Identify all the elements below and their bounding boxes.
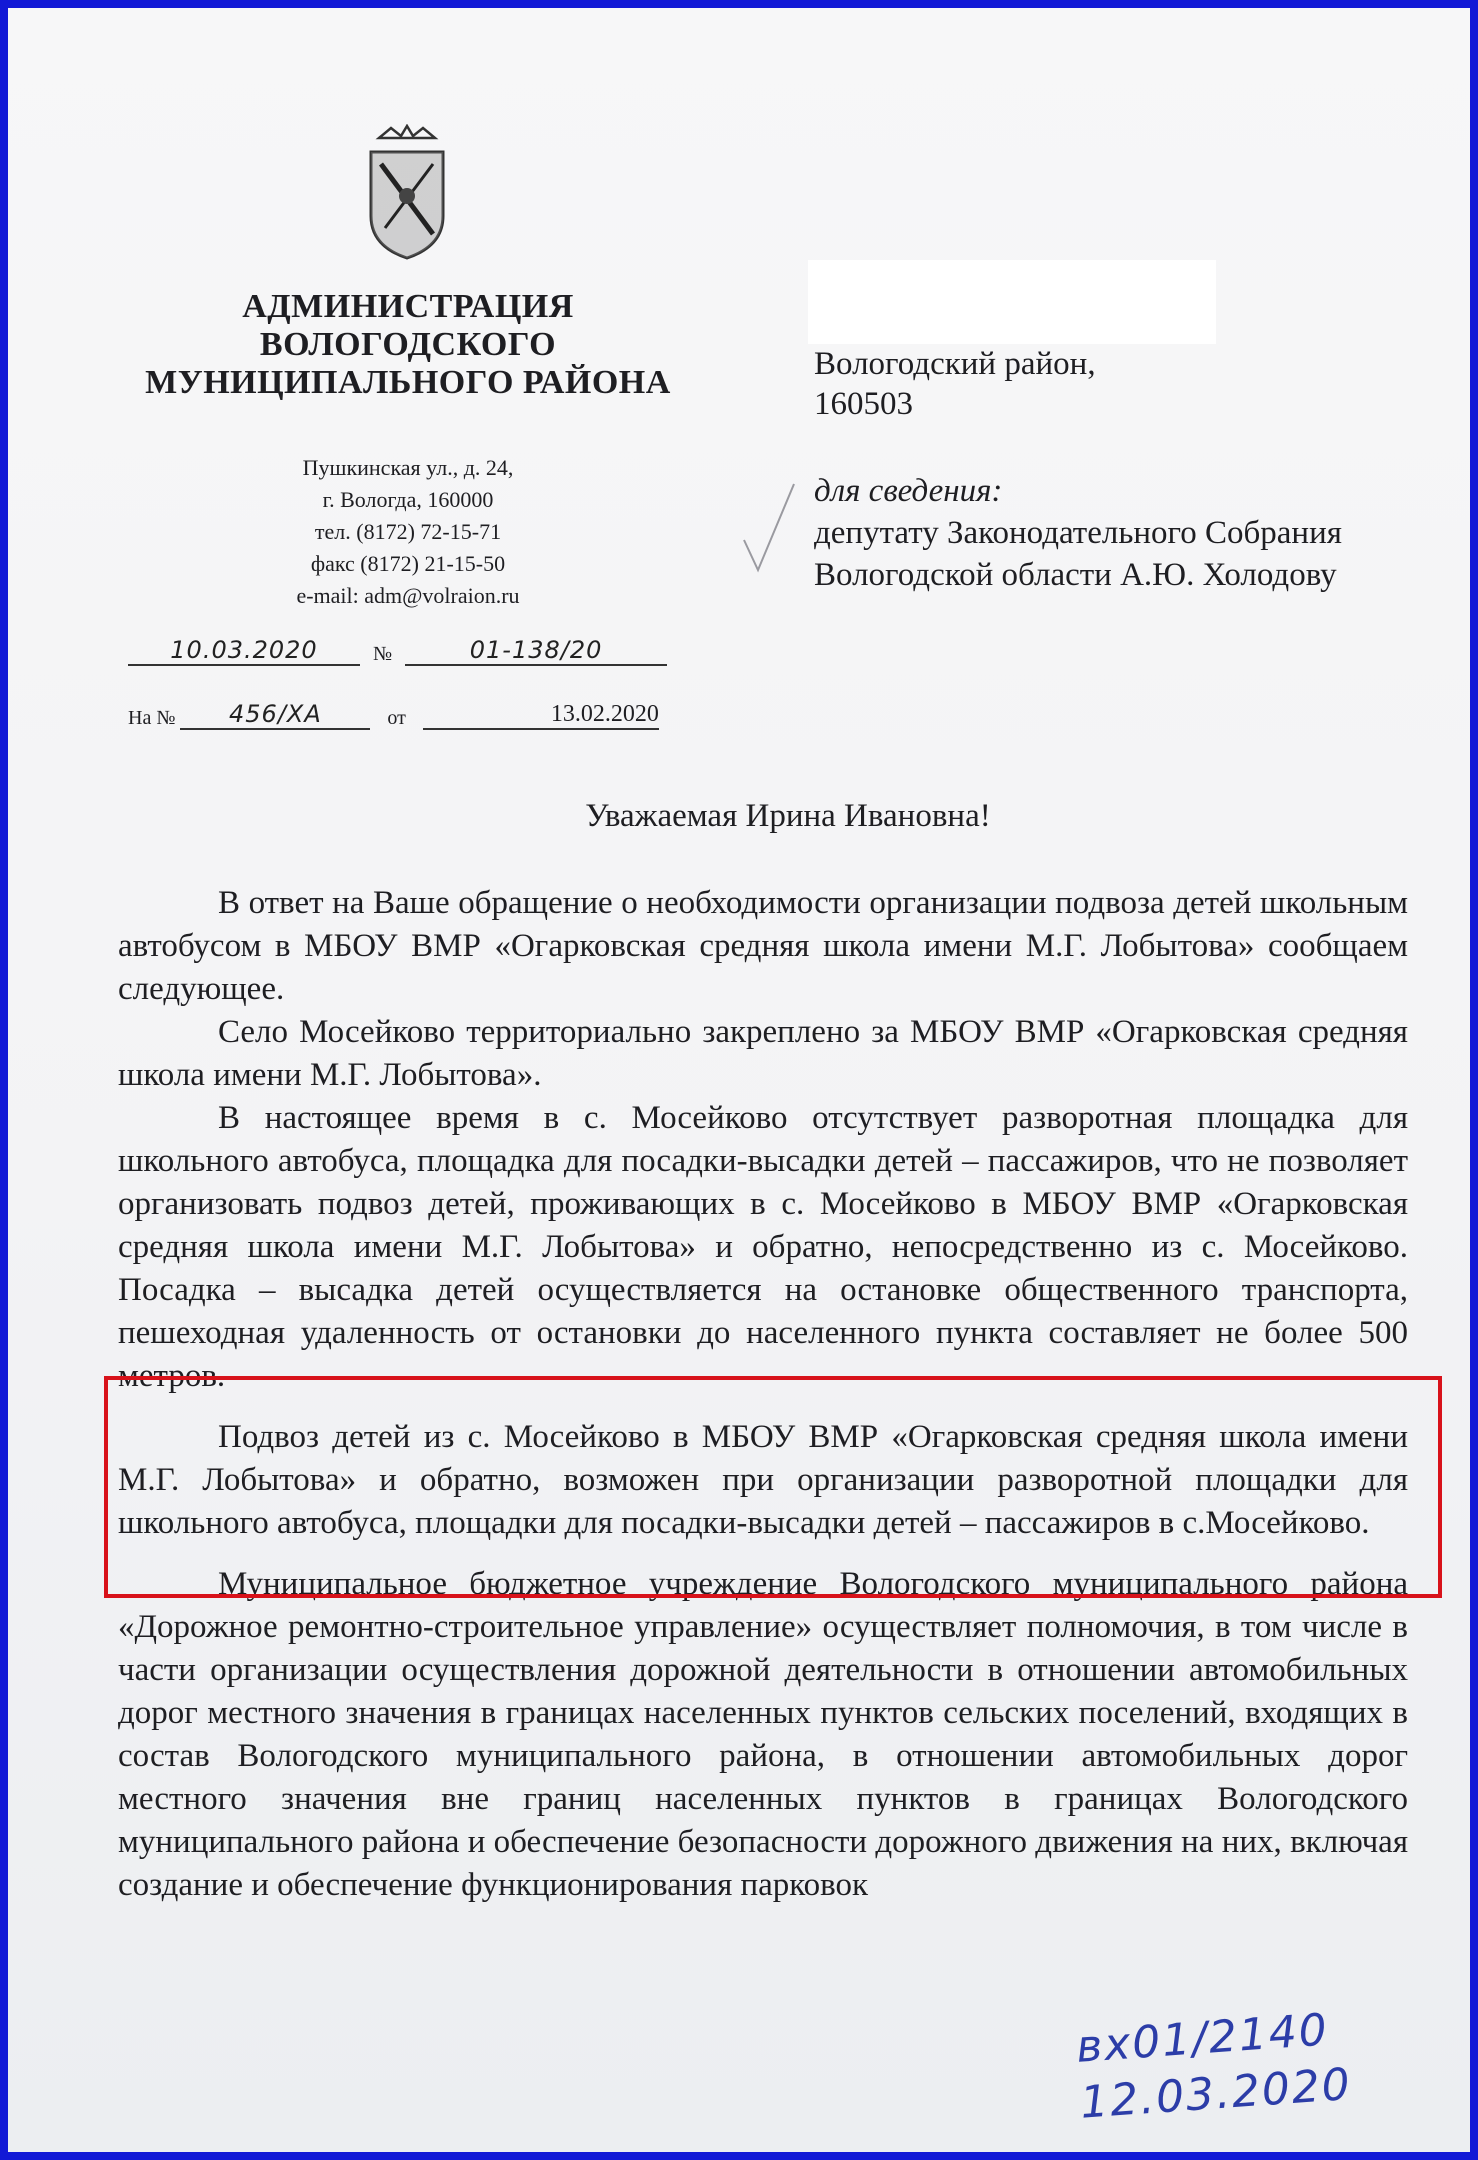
ref-number: 456/ХА bbox=[180, 700, 370, 730]
salutation: Уважаемая Ирина Ивановна! bbox=[585, 798, 991, 834]
org-line-1: АДМИНИСТРАЦИЯ bbox=[242, 288, 574, 325]
org-line-3: МУНИЦИПАЛЬНОГО РАЙОНА bbox=[145, 364, 671, 401]
recipient-line-1: Вологодский район, bbox=[814, 346, 1096, 382]
incoming-registration-note bbox=[1075, 1996, 1422, 2131]
paragraph-3: В настоящее время в с. Мосейково отсутствует разворотная площадка для школьного автобуса, площадка для посадки-высадки детей – пассажиров, что не позволяет организовать подвоз детей, проживающих в с. Мосейково в МБОУ ВМР «Огарковская средняя школа имени М.Г. Лобытова» и обратно, непосредственно из с. Мосейково. Посадка – высадка детей осуществляется на остановке общественного транспорта, пешеходная удаленность от остановки до населенного пункта составляет не более 500 метров. bbox=[118, 1100, 1408, 1394]
organization-contacts bbox=[228, 452, 588, 612]
email-line: e-mail: adm@volraion.ru bbox=[296, 583, 520, 608]
info-line-1: депутату Законодательного Собрания bbox=[814, 515, 1342, 551]
paragraph-2: Село Мосейково территориально закреплено за МБОУ ВМР «Огарковская средняя школа имени М.Г. Лобытова». bbox=[118, 1014, 1408, 1093]
number-sign: № bbox=[373, 643, 393, 665]
phone-line: тел. (8172) 72-15-71 bbox=[314, 519, 502, 544]
address-line: Пушкинская ул., д. 24, bbox=[302, 455, 514, 480]
recipient-address bbox=[814, 344, 1434, 424]
recipient-line-2: 160503 bbox=[814, 386, 913, 422]
outgoing-number: 01-138/20 bbox=[405, 636, 667, 666]
ref-date: 13.02.2020 bbox=[423, 701, 659, 730]
organization-name bbox=[128, 288, 688, 402]
paragraph-4-highlighted: Подвоз детей из с. Мосейково в МБОУ ВМР «Огарковская средняя школа имени М.Г. Лобытова» и обратно, возможен при организации разворотной площадки для школьного автобуса, площадки для посадки-высадки детей – пассажиров в с.Мосейково. bbox=[118, 1419, 1408, 1541]
city-line: г. Вологда, 160000 bbox=[322, 487, 494, 512]
redacted-recipient-name bbox=[808, 260, 1216, 344]
fax-line: факс (8172) 21-15-50 bbox=[310, 551, 506, 576]
incoming-date: 12.03.2020 bbox=[1078, 2058, 1354, 2129]
outgoing-registration bbox=[128, 636, 667, 666]
letter-page bbox=[8, 8, 1470, 2152]
reference-registration bbox=[128, 700, 659, 730]
checkmark-icon bbox=[740, 478, 800, 578]
ref-label: На № bbox=[128, 707, 176, 729]
incoming-number: вх01/2140 bbox=[1074, 2004, 1331, 2073]
paragraph-1: В ответ на Ваше обращение о необходимости организации подвоза детей школьным автобусом в МБОУ ВМР «Огарковская средняя школа имени М.Г. Лобытова» сообщаем следующее. bbox=[118, 885, 1408, 1007]
org-line-2: ВОЛОГОДСКОГО bbox=[259, 326, 557, 363]
ref-date-label: от bbox=[387, 707, 406, 729]
coat-of-arms-icon bbox=[361, 124, 453, 264]
outgoing-date: 10.03.2020 bbox=[128, 636, 360, 666]
copy-recipient bbox=[814, 470, 1454, 596]
highlight-box bbox=[104, 1376, 1442, 1598]
info-label: для сведения: bbox=[814, 473, 1003, 509]
paragraph-5: Муниципальное бюджетное учреждение Вологодского муниципального района «Дорожное ремонтно-строительное управление» осуществляет полномочия, в том числе в части организации осуществления дорожной деятельности в отношении автомобильных дорог местного значения в границах населенных пунктов сельских поселений, входящих в состав Вологодского муниципального района, в отношении автомобильных дорог местного значения вне границ населенных пунктов в границах Вологодского муниципального района и обеспечение безопасности дорожного движения на них, включая создание и обеспечение функционирования парковок bbox=[118, 1566, 1408, 1903]
info-line-2: Вологодской области А.Ю. Холодову bbox=[814, 557, 1337, 593]
